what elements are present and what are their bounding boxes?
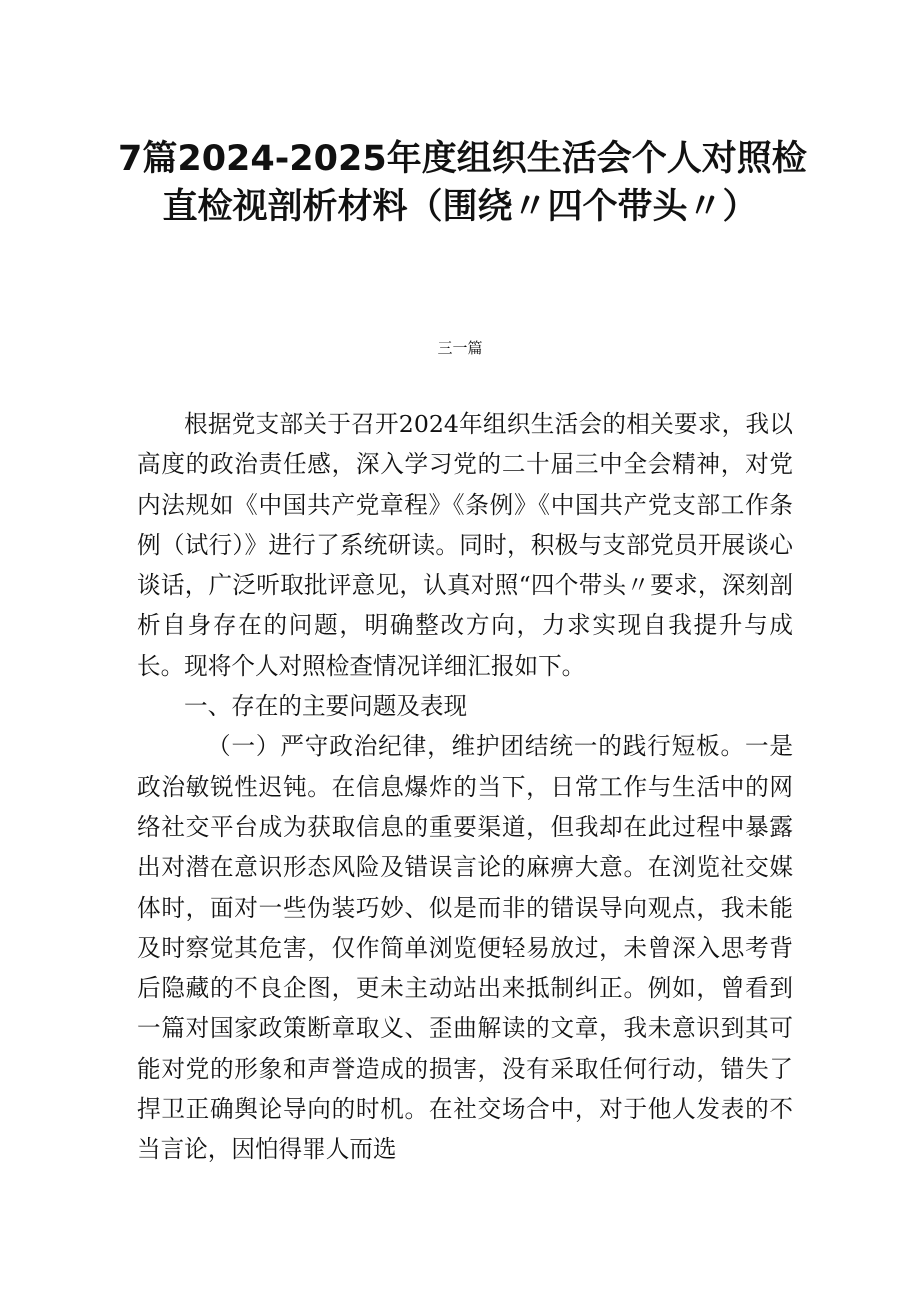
- section-heading: 一、存在的主要问题及表现: [184, 692, 468, 721]
- body-paragraph: （一）严守政治纪律，维护团结统一的践行短板。一是政治敏锐性迟钝。在信息爆炸的当下，日常工作与生活中的网络社交平台成为获取信息的重要渠道，但我却在此过程中暴露出对潜在意识形态风险及错误言论的麻痹大意。在浏览社交媒体时，面对一些伪装巧妙、似是而非的错误导向观点，我未能及时察觉其危害，仅作简单浏览便轻易放过，未曾深入思考背后隐藏的不良企图，更未主动站出来抵制纠正。例如，曾看到一篇对国家政策断章取义、歪曲解读的文章，我未意识到其可能对党的形象和声誉造成的损害，没有采取任何行动，错失了捍卫正确舆论导向的时机。在社交场合中，对于他人发表的不当言论，因怕得罪人而选: [137, 732, 793, 1164]
- intro-paragraph: 根据党支部关于召开2024年组织生活会的相关要求，我以高度的政治责任感，深入学习党的二十届三中全会精神，对党内法规如《中国共产党章程》《条例》《中国共产党支部工作条例（试行）》进行了系统研读。同时，积极与支部党员开展谈心谈话，广泛听取批评意见，认真对照“四个带头〃要求，深刻剖析自身存在的问题，明确整改方向，力求实现自我提升与成长。现将个人对照检查情况详细汇报如下。: [137, 410, 793, 680]
- document-body: [137, 404, 793, 1170]
- document-title-line-1: 7篇2024-2025年度组织生活会个人对照检: [118, 139, 807, 179]
- document-subtitle: 三一篇: [437, 339, 483, 357]
- document-title-line-2: 直检视剖析材料（围绕〃四个带头〃）: [162, 187, 758, 227]
